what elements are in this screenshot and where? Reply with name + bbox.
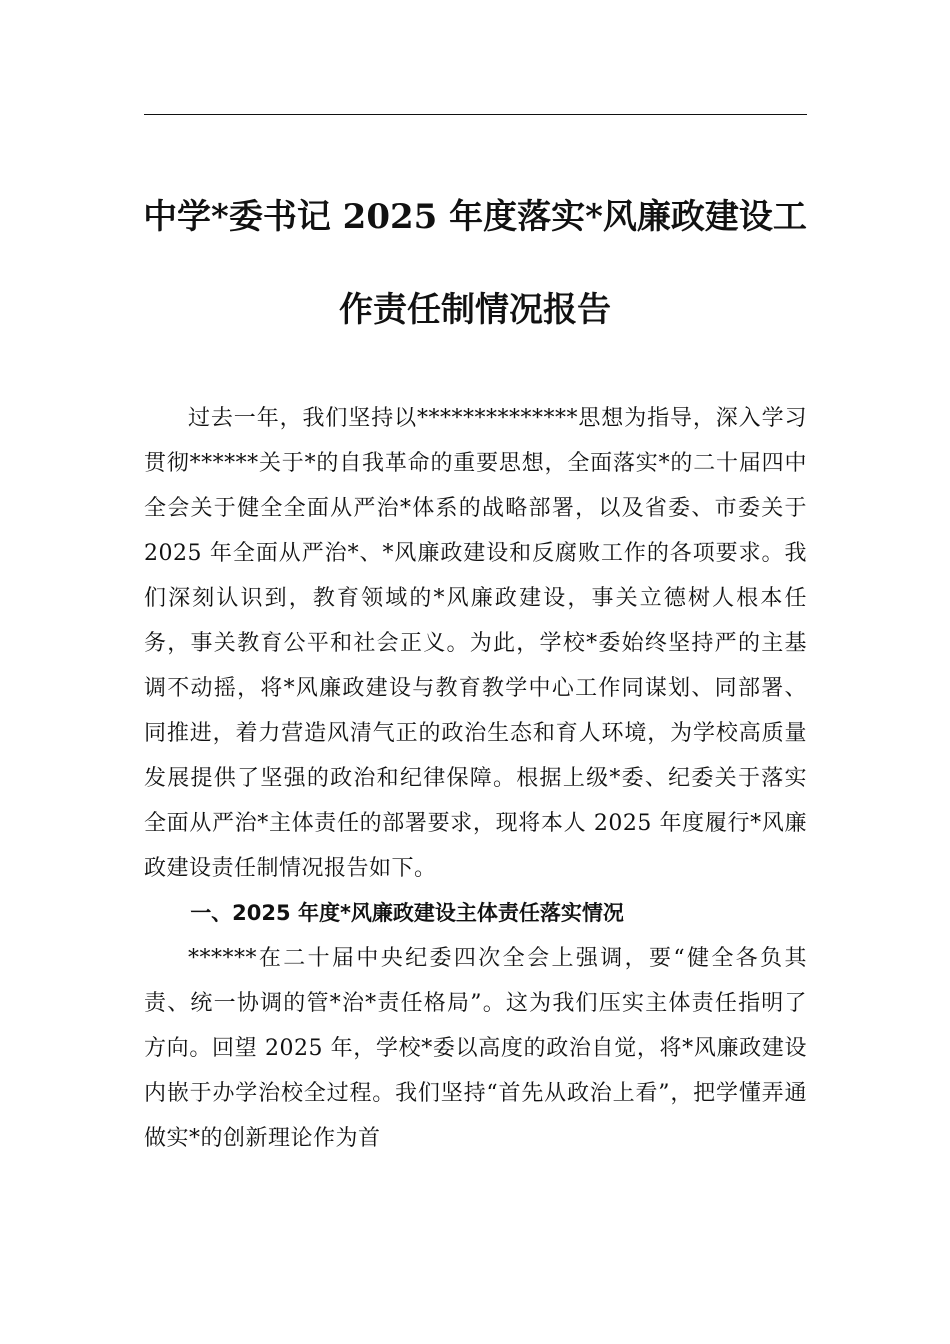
section-1-paragraph: ******在二十届中央纪委四次全会上强调，要“健全各负其责、统一协调的管*治*责任格局”。这为我们压实主体责任指明了方向。回望 2025 年，学校*委以高度的政治自觉，将*风廉政建设内嵌于办学治校全过程。我们坚持“首先从政治上看”，把学懂弄通做实*的创新理论作为首 (144, 946, 807, 1151)
header-rule (144, 114, 807, 115)
section-heading-1: 一、2025 年度*风廉政建设主体责任落实情况 (190, 901, 624, 925)
title-line-1: 中学*委书记 2025 年度落实*风廉政建设工 (143, 196, 807, 237)
document-title (110, 188, 840, 339)
document-body (144, 396, 807, 1161)
intro-paragraph: 过去一年，我们坚持以**************思想为指导，深入学习贯彻******关于*的自我革命的重要思想，全面落实*的二十届四中全会关于健全全面从严治*体系的战略部署，以及省委、市委关于 2025 年全面从严治*、*风廉政建设和反腐败工作的各项要求。我们深刻认识到，教育领域的*风廉政建设，事关立德树人根本任务，事关教育公平和社会正义。为此，学校*委始终坚持严的主基调不动摇，将*风廉政建设与教育教学中心工作同谋划、同部署、同推进，着力营造风清气正的政治生态和育人环境，为学校高质量发展提供了坚强的政治和纪律保障。根据上级*委、纪委关于落实全面从严治*主体责任的部署要求，现将本人 2025 年度履行*风廉政建设责任制情况报告如下。 (144, 406, 807, 881)
title-line-2: 作责任制情况报告 (339, 289, 611, 330)
